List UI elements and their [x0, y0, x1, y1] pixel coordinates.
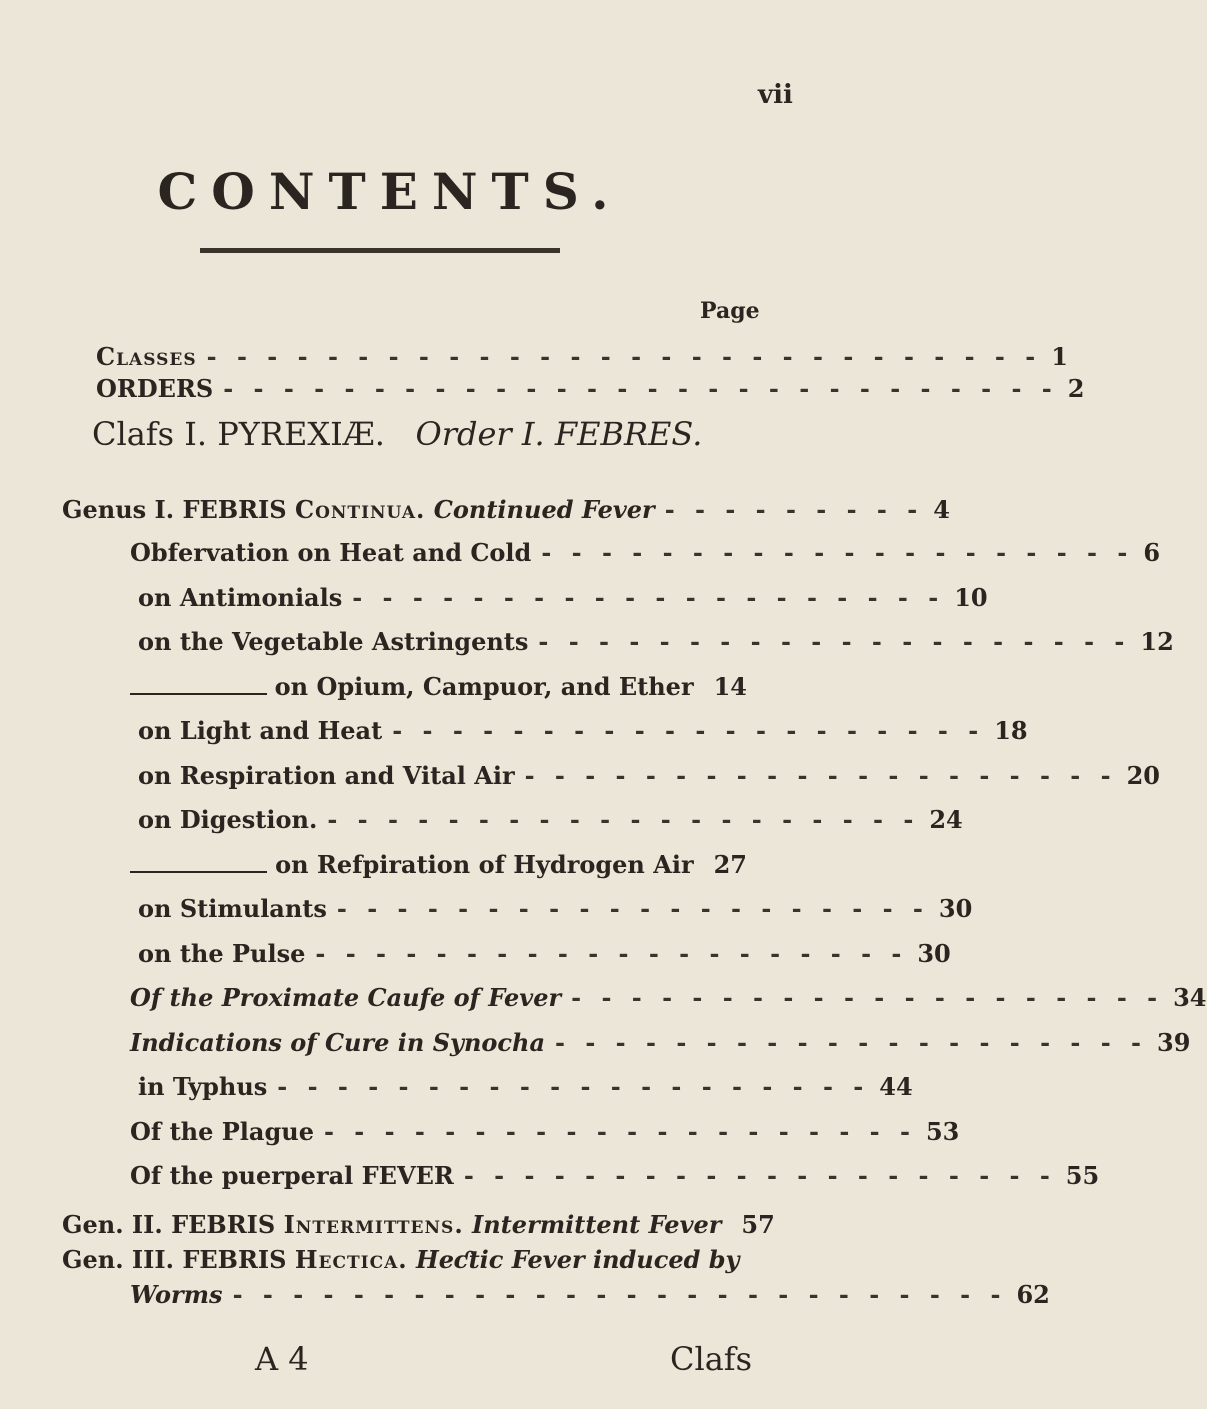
genus-prefix: Gen. II. [62, 1210, 163, 1239]
leader-dots: - - - - - - - - - - - - - - - - - - - - [555, 1027, 1148, 1057]
toc-page-number: 44 [879, 1072, 913, 1101]
genus-english: Continued Fever [433, 495, 655, 524]
toc-page-number: 6 [1143, 538, 1161, 567]
leader-dots: - - - - - - - - - - - - - - - - - - - - [571, 983, 1164, 1012]
toc-label: on Opium, Campuor, and Ether [274, 671, 694, 701]
genus-prefix: Gen. III. [62, 1245, 174, 1274]
leader-dots: - - - - - - - - - - - - - - - - - - - - [315, 938, 908, 968]
toc-row-entry [130, 582, 988, 612]
title-rule [200, 248, 560, 253]
toc-page-number: 24 [929, 805, 963, 834]
toc-page-number: 2 [1067, 374, 1085, 403]
genus-latin: Intermittens. [283, 1210, 464, 1239]
toc-page-number: 27 [713, 849, 747, 879]
leader-dots: - - - - - - - - - - - - - - - - - - - - - - - - - - - - [206, 342, 1042, 371]
leader-dots: - - - - - - - - - - - - - - - - - - - - - - - - - - [232, 1280, 1007, 1309]
leader-dots: - - - - - - - - - - - - - - - - - - - - [352, 582, 945, 612]
toc-row-classes [96, 342, 1068, 371]
toc-page-number: 30 [917, 938, 951, 968]
leader-dots: - - - - - - - - - - - - - - - - - - - - [323, 1116, 916, 1146]
page-column-heading: Page [700, 298, 760, 324]
toc-row-genus-2 [62, 1210, 775, 1239]
toc-row-entry [130, 716, 1028, 745]
class-heading-class: Clafs I. PYREXIÆ. [92, 415, 385, 453]
toc-page-number: 53 [925, 1116, 960, 1146]
toc-label: Of the Proximate Caufe of Fever [130, 983, 562, 1012]
genus-prefix: Genus I. [62, 495, 175, 524]
toc-page-number: 57 [741, 1210, 775, 1239]
toc-label: on Antimonials [138, 582, 343, 612]
leader-dots: - - - - - - - - - - - - - - - - - - - - [538, 627, 1131, 656]
leader-dots: - - - - - - - - - - - - - - - - - - - - [277, 1072, 870, 1101]
toc-row-entry [130, 1116, 960, 1146]
toc-label: Of the Plague [130, 1116, 314, 1146]
toc-row-entry [130, 627, 1174, 656]
toc-page-number: 12 [1140, 627, 1174, 656]
page-title: CONTENTS. [157, 162, 623, 221]
toc-row-entry [130, 938, 951, 968]
toc-label: Obfervation on Heat and Cold [130, 538, 532, 567]
class-heading [92, 415, 702, 453]
toc-label: ORDERS [96, 374, 214, 403]
toc-label: on the Pulse [138, 938, 306, 968]
toc-row-entry [130, 1161, 1100, 1190]
leader-dots: - - - - - - - - - - - - - - - - - - - - [524, 760, 1117, 790]
toc-page-number: 62 [1016, 1280, 1050, 1309]
genus-name: FEBRIS [182, 495, 287, 524]
genus-english: Intermittent Fever [472, 1210, 722, 1239]
genus-latin: Continua. [294, 495, 426, 524]
toc-row-entry [130, 1072, 913, 1101]
toc-row-entry [130, 850, 747, 879]
toc-row-entry [130, 805, 963, 834]
leader-dots: - - - - - - - - - - - - - - - - - - - - [336, 894, 929, 923]
toc-page-number: 39 [1157, 1027, 1191, 1057]
ditto-rule [130, 871, 267, 873]
genus-name: FEBRIS [182, 1245, 287, 1274]
toc-row-entry [130, 894, 973, 923]
toc-row-genus-3-continued [130, 1280, 1050, 1309]
toc-page-number: 34 [1173, 983, 1207, 1012]
toc-page-number: 30 [938, 894, 973, 923]
toc-page-number: 55 [1065, 1161, 1100, 1190]
toc-row-entry [130, 760, 1160, 790]
genus-continued: Worms [130, 1280, 223, 1309]
ditto-rule [130, 693, 267, 695]
toc-page-number: 20 [1126, 760, 1160, 790]
leader-dots: - - - - - - - - - [664, 495, 924, 524]
class-heading-order: Order I. FEBRES. [415, 415, 703, 453]
toc-row-entry [130, 538, 1161, 567]
toc-row-genus-1 [62, 495, 950, 524]
genus-name: FEBRIS [171, 1210, 276, 1239]
catchword: Clafs [670, 1340, 753, 1378]
toc-page-number: 18 [994, 716, 1028, 745]
toc-label: Indications of Cure in Synocha [130, 1027, 546, 1057]
genus-english: Heƈtic Fever induced by [416, 1245, 740, 1274]
toc-page-number: 4 [933, 495, 950, 524]
toc-label: on Respiration and Vital Air [138, 760, 515, 790]
toc-page-number: 1 [1051, 342, 1068, 371]
toc-label: on the Vegetable Astringents [138, 627, 529, 656]
signature-mark: A 4 [255, 1340, 309, 1378]
toc-label: Classes [96, 342, 197, 371]
toc-page-number: 10 [954, 582, 988, 612]
toc-page-number: 14 [713, 671, 747, 701]
toc-label: in Typhus [138, 1072, 268, 1101]
toc-row-genus-3 [62, 1245, 747, 1274]
leader-dots: - - - - - - - - - - - - - - - - - - - - [392, 716, 985, 745]
leader-dots: - - - - - - - - - - - - - - - - - - - - [327, 805, 920, 834]
toc-row-entry [130, 672, 747, 701]
toc-label: on Stimulants [138, 894, 327, 923]
genus-latin: Hectica. [294, 1245, 408, 1274]
toc-row-entry [130, 1027, 1191, 1057]
page-folio: vii [758, 80, 793, 110]
toc-label: Of the puerperal FEVER [130, 1161, 454, 1190]
toc-label: on Refpiration of Hydrogen Air [275, 849, 694, 879]
leader-dots: - - - - - - - - - - - - - - - - - - - - [463, 1161, 1056, 1190]
toc-row-entry [130, 983, 1207, 1012]
leader-dots: - - - - - - - - - - - - - - - - - - - - [541, 538, 1134, 567]
leader-dots: - - - - - - - - - - - - - - - - - - - - - - - - - - - - [223, 374, 1058, 403]
toc-label: on Digestion. [138, 805, 318, 834]
toc-row-orders [96, 374, 1085, 403]
toc-label: on Light and Heat [138, 716, 383, 745]
